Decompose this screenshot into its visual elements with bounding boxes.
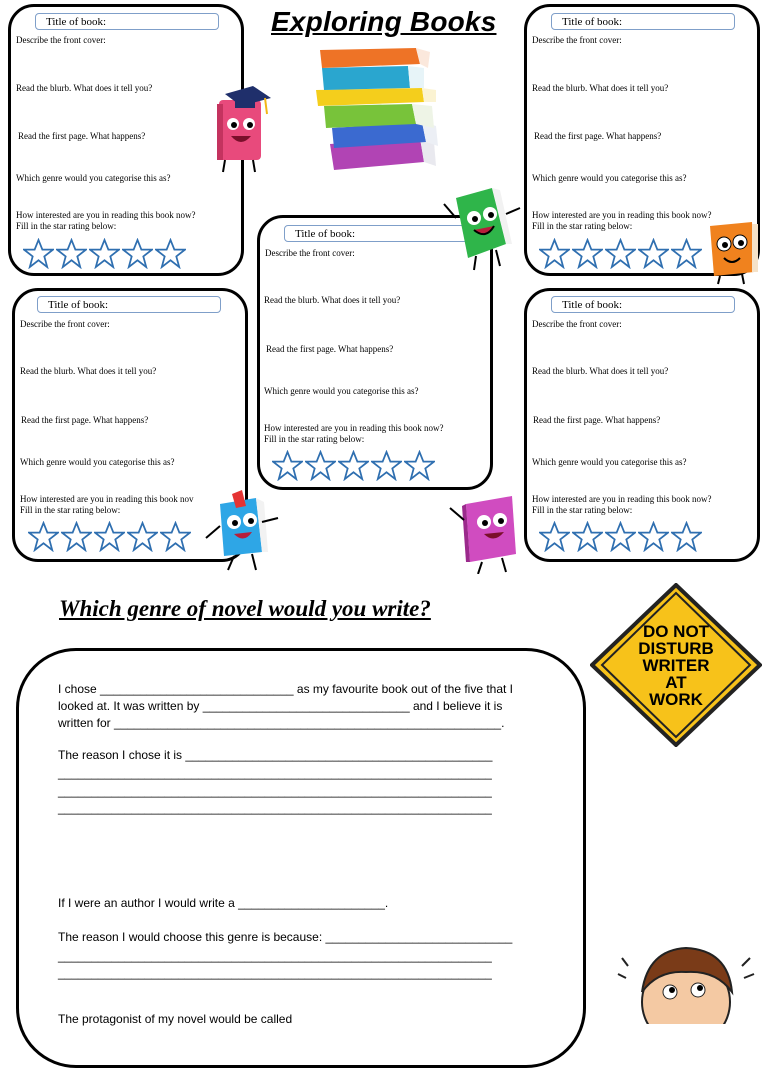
q-interest: How interested are you in reading this book nov <box>20 494 194 504</box>
q-star-instructions: Fill in the star rating below: <box>16 221 117 231</box>
star-3-icon[interactable] <box>338 450 369 481</box>
graduate-book-character-icon <box>205 80 277 176</box>
writing-line-6[interactable]: _________________________________________________________________ <box>58 784 492 798</box>
star-4-icon[interactable] <box>122 238 153 269</box>
q-genre: Which genre would you categorise this as? <box>20 457 175 467</box>
q-first-page: Read the first page. What happens? <box>266 344 394 354</box>
writing-line-7[interactable]: _________________________________________________________________ <box>58 801 492 815</box>
title-label: Title of book: <box>46 16 107 28</box>
star-5-icon[interactable] <box>671 521 702 552</box>
q-interest: How interested are you in reading this book now? <box>264 423 444 433</box>
title-of-book-field[interactable] <box>551 296 735 313</box>
star-1-icon[interactable] <box>539 521 570 552</box>
writing-line-8[interactable]: If I were an author I would write a ______________________. <box>58 896 389 910</box>
writing-line-5[interactable]: _________________________________________________________________ <box>58 766 492 780</box>
q-blurb: Read the blurb. What does it tell you? <box>20 366 157 376</box>
q-genre: Which genre would you categorise this as? <box>532 173 687 183</box>
q-blurb: Read the blurb. What does it tell you? <box>16 83 153 93</box>
star-rating[interactable] <box>23 238 186 269</box>
blue-book-character-icon <box>202 490 280 574</box>
star-5-icon[interactable] <box>155 238 186 269</box>
q-first-page: Read the first page. What happens? <box>21 415 149 425</box>
q-front-cover: Describe the front cover: <box>532 35 622 45</box>
green-book-character-icon <box>440 178 524 272</box>
star-5-icon[interactable] <box>404 450 435 481</box>
star-1-icon[interactable] <box>272 450 303 481</box>
star-2-icon[interactable] <box>572 238 603 269</box>
star-4-icon[interactable] <box>371 450 402 481</box>
star-rating[interactable] <box>539 521 702 552</box>
q-genre: Which genre would you categorise this as? <box>264 386 419 396</box>
star-3-icon[interactable] <box>605 521 636 552</box>
star-4-icon[interactable] <box>638 521 669 552</box>
sign-line-2: DISTURB <box>638 639 714 658</box>
do-not-disturb-sign <box>590 583 762 747</box>
q-front-cover: Describe the front cover: <box>20 319 110 329</box>
q-star-instructions: Fill in the star rating below: <box>20 505 121 515</box>
book-stack-books <box>316 48 438 170</box>
book-stack-illustration <box>312 44 442 180</box>
star-4-icon[interactable] <box>127 521 158 552</box>
q-interest: How interested are you in reading this book now? <box>16 210 196 220</box>
title-of-book-field[interactable] <box>37 296 221 313</box>
star-2-icon[interactable] <box>56 238 87 269</box>
q-front-cover: Describe the front cover: <box>16 35 106 45</box>
sign-line-3: WRITER <box>642 656 710 675</box>
q-interest: How interested are you in reading this book now? <box>532 210 712 220</box>
magenta-book-character-icon <box>446 490 524 574</box>
writing-line-12[interactable]: The protagonist of my novel would be called <box>58 1012 293 1026</box>
writing-line-9[interactable]: The reason I would choose this genre is because: ____________________________ <box>58 930 513 944</box>
star-2-icon[interactable] <box>61 521 92 552</box>
star-3-icon[interactable] <box>605 238 636 269</box>
star-1-icon[interactable] <box>23 238 54 269</box>
sign-line-5: WORK <box>649 690 703 709</box>
title-of-book-field[interactable] <box>35 13 219 30</box>
star-2-icon[interactable] <box>305 450 336 481</box>
q-star-instructions: Fill in the star rating below: <box>532 221 633 231</box>
star-5-icon[interactable] <box>671 238 702 269</box>
writing-line-1[interactable]: I chose _____________________________ as my favourite book out of the five that I <box>58 682 514 696</box>
star-4-icon[interactable] <box>638 238 669 269</box>
star-3-icon[interactable] <box>94 521 125 552</box>
star-rating[interactable] <box>272 450 435 481</box>
q-genre: Which genre would you categorise this as? <box>16 173 171 183</box>
q-blurb: Read the blurb. What does it tell you? <box>264 295 401 305</box>
star-2-icon[interactable] <box>572 521 603 552</box>
thinking-boy-icon <box>612 930 762 1024</box>
book-card-5 <box>524 288 760 562</box>
q-first-page: Read the first page. What happens? <box>533 415 661 425</box>
sign-line-1: DO NOT <box>642 622 710 641</box>
orange-book-character-icon <box>702 218 764 286</box>
star-rating[interactable] <box>539 238 702 269</box>
q-star-instructions: Fill in the star rating below: <box>532 505 633 515</box>
title-of-book-field[interactable] <box>551 13 735 30</box>
q-blurb: Read the blurb. What does it tell you? <box>532 83 669 93</box>
q-star-instructions: Fill in the star rating below: <box>264 434 365 444</box>
writing-line-11[interactable]: _________________________________________________________________ <box>58 966 492 980</box>
star-1-icon[interactable] <box>539 238 570 269</box>
q-front-cover: Describe the front cover: <box>532 319 622 329</box>
q-first-page: Read the first page. What happens? <box>18 131 146 141</box>
sign-line-4: AT <box>665 673 687 692</box>
q-genre: Which genre would you categorise this as? <box>532 457 687 467</box>
q-front-cover: Describe the front cover: <box>265 248 355 258</box>
q-blurb: Read the blurb. What does it tell you? <box>532 366 669 376</box>
q-interest: How interested are you in reading this book now? <box>532 494 712 504</box>
title-label: Title of book: <box>562 299 623 311</box>
writing-line-2[interactable]: looked at. It was written by _______________________________ and I believe it is <box>58 699 503 713</box>
title-label: Title of book: <box>295 228 356 240</box>
page-title: Exploring Books <box>271 6 497 37</box>
writing-line-4[interactable]: The reason I chose it is ______________________________________________ <box>58 748 493 762</box>
title-label: Title of book: <box>562 16 623 28</box>
q-first-page: Read the first page. What happens? <box>534 131 662 141</box>
star-1-icon[interactable] <box>28 521 59 552</box>
writing-line-3[interactable]: written for __________________________________________________________. <box>58 716 505 730</box>
genre-heading: Which genre of novel would you write? <box>59 596 431 621</box>
star-5-icon[interactable] <box>160 521 191 552</box>
star-3-icon[interactable] <box>89 238 120 269</box>
writing-line-10[interactable]: _________________________________________________________________ <box>58 949 492 963</box>
star-rating[interactable] <box>28 521 191 552</box>
title-label: Title of book: <box>48 299 109 311</box>
